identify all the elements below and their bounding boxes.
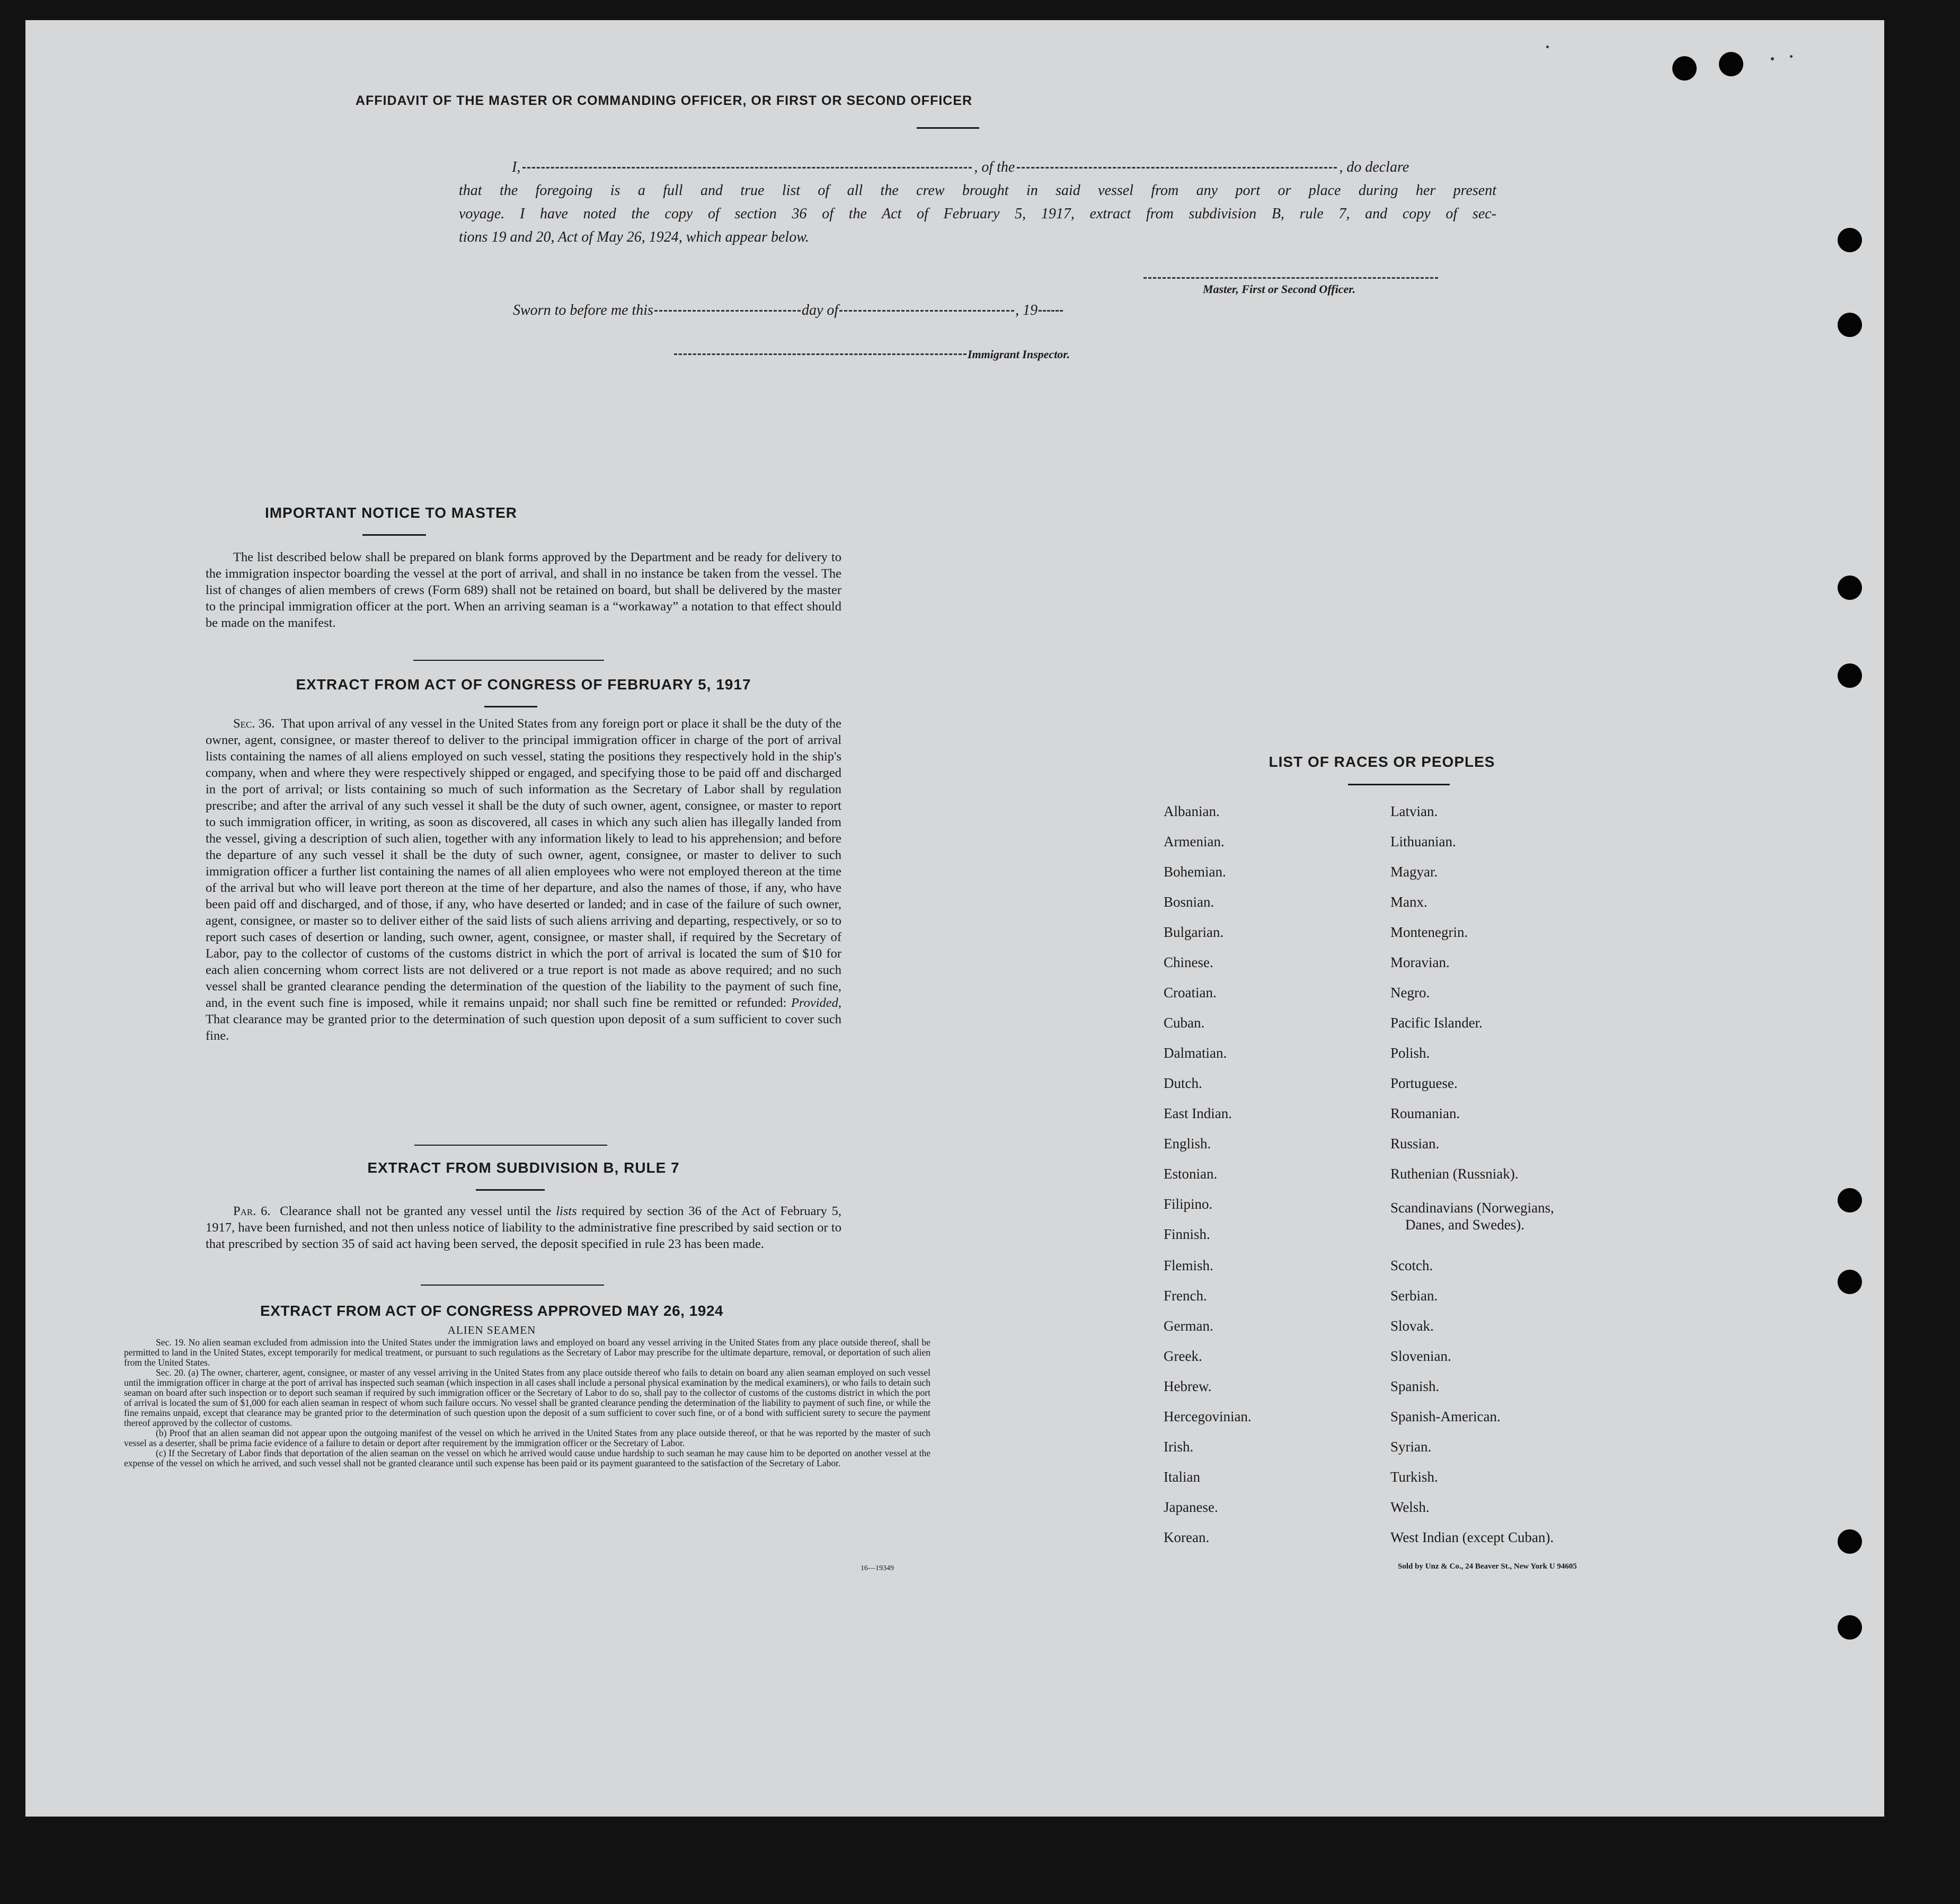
section-36-label: Sec. 36. [233,716,275,731]
lists-word: lists [556,1204,577,1218]
race-right: Welsh. [1390,1499,1430,1515]
par-6-label: Par. 6. [233,1204,271,1218]
race-right: Latvian. [1390,803,1438,819]
year-blank[interactable] [1039,309,1063,312]
race-left: Cuban. [1164,1015,1205,1031]
race-right: Syrian. [1390,1439,1432,1455]
sworn-line [513,302,1064,319]
race-right: Scotch. [1390,1257,1433,1273]
race-right: Ruthenian (Russniak). [1390,1166,1519,1182]
affidavit-of-the: , of the [974,159,1015,175]
sworn-label: Sworn to before me this [513,302,653,318]
rule-7-title: EXTRACT FROM SUBDIVISION B, RULE 7 [367,1159,680,1176]
par-6-text-a: Clearance shall not be granted any vessel until the [280,1204,552,1218]
notice-title: IMPORTANT NOTICE TO MASTER [264,504,518,521]
speck [1771,57,1774,60]
race-right: Turkish. [1390,1469,1438,1485]
race-right: Polish. [1390,1045,1430,1061]
race-right: Manx. [1390,894,1427,910]
race-left: Bosnian. [1164,894,1214,910]
form-number: 16—19349 [861,1564,894,1572]
race-left: Croatian. [1164,985,1217,1000]
race-right: Serbian. [1390,1288,1438,1304]
sec-19-text: Sec. 19. No alien seaman excluded from admission into the United States under the immigration laws and employed on board any vessel arriving in the United States from any place outside thereof, shall be permitted to land in the United States, except temporarily for medical treatment, or pursuant to such regulations as the Secretary of Labor may prescribe for the ultimate departure, removal, or deportation of such alien from the United States. [124,1337,930,1368]
binder-hole [1719,52,1743,76]
name-blank[interactable] [522,166,972,169]
divider [362,534,426,536]
provided-label: Provided, [791,996,842,1010]
race-right: Magyar. [1390,864,1438,880]
section-36-end: That clearance may be granted prior to the determination of such question upon deposit of a sum sufficient to cover such fine. [206,1012,841,1043]
year-label: , 19 [1015,302,1038,318]
race-left: Hercegovinian. [1164,1409,1252,1424]
divider [1348,784,1450,785]
race-left: Bohemian. [1164,864,1226,880]
month-blank[interactable] [839,309,1014,312]
race-left: Irish. [1164,1439,1194,1455]
race-left: Bulgarian. [1164,924,1224,940]
race-left: Estonian. [1164,1166,1218,1182]
binder-hole [1838,1270,1862,1294]
race-left: Italian [1164,1469,1200,1485]
sec-20b-text: (b) Proof that an alien seaman did not appear upon the outgoing manifest of the vessel on which he arrived in the United States from any place outside thereof, or that he was reported by the master of such vessel as a deserter, shall be prima facie evidence of a failure to detain or deport after requirement by the immigration officer or the Secretary of Labor. [124,1428,930,1448]
printer-footer: Sold by Unz & Co., 24 Beaver St., New York U 94605 [1398,1562,1577,1571]
race-left: Dutch. [1164,1075,1202,1091]
race-right: Moravian. [1390,954,1450,970]
race-right: Pacific Islander. [1390,1015,1483,1031]
notice-text [206,549,841,631]
race-right: Roumanian. [1390,1105,1460,1121]
day-of-label: day of [801,302,839,318]
race-right: Lithuanian. [1390,834,1456,849]
divider [421,1285,604,1286]
race-right: Russian. [1390,1136,1440,1152]
affidavit-i: I, [512,159,521,175]
speck [1546,46,1549,48]
binder-hole [1838,1529,1862,1554]
affidavit-line-3: voyage. I have noted the copy of section 36 of the Act of February 5, 1917, extract from subdivision B, rule 7, and copy of sec- [459,206,1496,222]
sec-20a-text: Sec. 20. (a) The owner, charterer, agent, consignee, or master of any vessel arriving in the United States from any place outside thereof who fails to detain on board any alien seaman employed on such vessel until the immigration officer in charge at the port of arrival has inspected such seaman (which inspection in all cases shall include a personal physical examination by the medical examiners), or who fails to detain such seaman on board after such inspection or to deport such seaman if required by such immigration officer or the Secretary of Labor to do so, shall pay to the collector of customs of the customs district in which the port of arrival is located the sum of $1,000 for each alien seaman in respect of whom such failure occurs. No vessel shall be granted clearance pending the determination of the liability to payment of such fine, or while the fine remains unpaid, except that clearance may be granted prior to the determination of such question upon the deposit of a sum sufficient to cover such fine, or of a bond with sufficient surety to secure the payment thereof approved by the collector of customs. [124,1367,930,1428]
document-page [25,20,1884,1817]
extract-1917-title: EXTRACT FROM ACT OF CONGRESS OF FEBRUARY 5, 1917 [296,676,751,693]
notice-body: The list described below shall be prepared on blank forms approved by the Department and be ready for delivery to the immigration inspector boarding the vessel at the port of arrival, and shall in no instance be taken from the vessel. The list of changes of alien members of crews (Form 689) shall not be retained on board, but shall be delivered by the master to the principal immigration officer at the port. When an arriving seaman is a “workaway” a notation to that effect should be made on the manifest. [206,550,841,630]
divider [476,1189,545,1191]
race-right: Spanish. [1390,1378,1440,1394]
race-right: Slovak. [1390,1318,1434,1334]
race-left: Chinese. [1164,954,1213,970]
race-left: German. [1164,1318,1213,1334]
divider [414,1145,607,1146]
race-left: East Indian. [1164,1105,1232,1121]
divider [413,660,604,661]
binder-hole [1838,313,1862,337]
race-right: Spanish-American. [1390,1409,1501,1424]
extract-1924-text [124,1338,930,1468]
race-left: English. [1164,1136,1211,1152]
binder-hole [1672,56,1697,81]
speck [1790,55,1793,58]
race-left: French. [1164,1288,1207,1304]
signature-blank[interactable] [1143,277,1438,279]
inspector-blank[interactable] [674,353,966,355]
extract-1917-text [206,715,841,1044]
affidavit-declaration [459,156,1496,249]
race-left: Japanese. [1164,1499,1218,1515]
binder-hole [1838,663,1862,688]
binder-hole [1838,228,1862,252]
inspector-line [674,348,1070,361]
race-left: Dalmatian. [1164,1045,1227,1061]
vessel-blank[interactable] [1017,166,1337,169]
race-left: Filipino. [1164,1196,1213,1212]
race-left: Flemish. [1164,1257,1213,1273]
race-right: West Indian (except Cuban). [1390,1529,1554,1545]
affidavit-do-declare: , do declare [1339,159,1409,175]
sec-20c-text: (c) If the Secretary of Labor finds that deportation of the alien seaman on the vessel on which he arrived would cause undue hardship to such seaman he may cause him to be deported on another vessel at the expense of the vessel on which he arrived, and such vessel shall not be granted clearance until such expense has been paid or its payment guaranteed to the satisfaction of the Secretary of Labor. [124,1448,930,1468]
section-36-body: That upon arrival of any vessel in the United States from any foreign port or place it shall be the duty of the owner, agent, consignee, or master thereof to deliver to the principal immigration officer in charge of the port of arrival lists containing the names of all aliens employed on such vessel, stating the positions they respectively hold in the ship's company, when and where they were respectively shipped or engaged, and specifying those to be paid off and discharged in the port of arrival; or lists containing so much of such information as the Secretary of Labor shall by regulation prescribe; and after the arrival of any such vessel it shall be the duty of such owner, agent, consignee, or master to report to such immigration officer, in writing, as soon as discovered, all cases in which any such alien has illegally landed from the vessel, giving a description of such alien, together with any information likely to lead to his apprehension; and before the departure of any such vessel it shall be the duty of such owner, agent, consignee, or master to deliver to such immigration officer a further list containing the names of all alien employees who were not employed thereon at the time of the arrival but who will leave port thereon at the time of her departure, and also the names of those, if any, who have been paid off and discharged, and of those, if any, who have deserted or landed; and in case of the failure of such owner, agent, consignee, or master so to deliver either of the said lists of such aliens arriving and departing, respectively, or so to report such cases of desertion or landing, such owner, agent, consignee, or master shall, if required by the Secretary of Labor, pay to the collector of customs of the customs district in which the port of arrival is located the sum of $10 for each alien concerning whom correct lists are not delivered or a true report is not made as above required; and no such vessel shall be granted clearance pending the determination of the question of the liability to the payment of such fine, and, in the event such fine is imposed, while it remains unpaid; nor shall such fine be remitted or refunded: [206,716,841,1010]
race-left: Hebrew. [1164,1378,1212,1394]
day-blank[interactable] [654,309,801,312]
race-right: Scandinavians (Norwegians, [1390,1200,1554,1216]
rule-7-text [206,1203,841,1252]
affidavit-title: AFFIDAVIT OF THE MASTER OR COMMANDING OFFICER, OR FIRST OR SECOND OFFICER [355,93,973,108]
race-right: Portuguese. [1390,1075,1458,1091]
race-right: Danes, and Swedes). [1405,1217,1524,1233]
affidavit-line-2: that the foregoing is a full and true list of all the crew brought in said vessel from any port or place during her present [459,182,1496,199]
alien-seamen-subtitle: ALIEN SEAMEN [447,1324,536,1336]
binder-hole [1838,575,1862,600]
binder-hole [1838,1188,1862,1212]
signature-label: Master, First or Second Officer. [1203,282,1356,296]
race-left: Albanian. [1164,803,1220,819]
race-right: Slovenian. [1390,1348,1451,1364]
race-left: Finnish. [1164,1226,1210,1242]
race-left: Korean. [1164,1529,1210,1545]
inspector-label: Immigrant Inspector. [968,348,1070,361]
binder-hole [1838,1615,1862,1640]
race-left: Greek. [1164,1348,1202,1364]
races-title: LIST OF RACES OR PEOPLES [1269,754,1495,770]
divider [917,127,979,129]
par-6-text-b: required by section 36 of the Act of February 5, 1917, have been furnished, and not then unless notice of liability to the administrative fine prescribed by said section or to that prescribed by section 35 of said act having been served, the deposit specified in rule 23 has been made. [206,1204,842,1251]
race-right: Montenegrin. [1390,924,1468,940]
extract-1924-title: EXTRACT FROM ACT OF CONGRESS APPROVED MAY 26, 1924 [260,1303,723,1319]
race-left: Armenian. [1164,834,1225,849]
affidavit-line-4: tions 19 and 20, Act of May 26, 1924, which appear below. [459,229,809,245]
divider [484,706,537,707]
race-right: Negro. [1390,985,1430,1000]
